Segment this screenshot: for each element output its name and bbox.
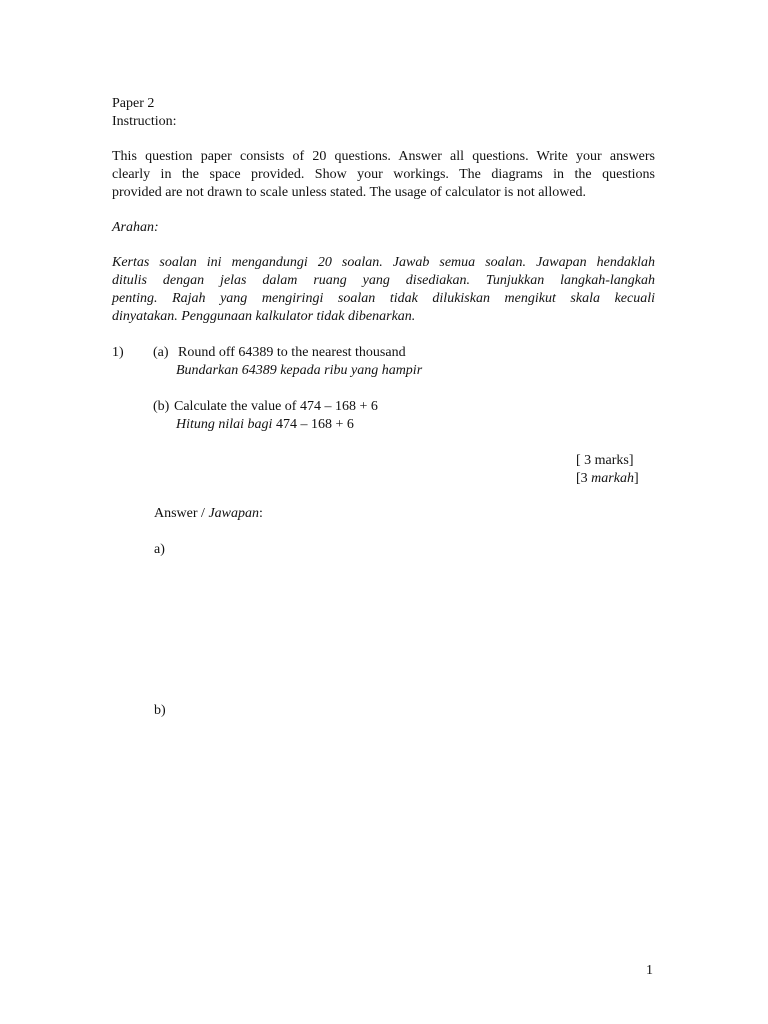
question-part-b-english: Calculate the value of 474 – 168 + 6 <box>174 399 378 414</box>
instructions-malay-line: ditulis dengan jelas dalam ruang yang disediakan. Tunjukkan langkah-langkah <box>112 273 655 288</box>
instructions-malay <box>112 254 655 326</box>
question-number: 1) <box>112 345 124 360</box>
instructions-english-line: provided are not drawn to scale unless stated. The usage of calculator is not allowed. <box>112 185 587 200</box>
answer-part-b: b) <box>154 703 166 718</box>
question-part-b-label: (b) <box>153 399 170 414</box>
marks-english: [ 3 marks] <box>576 453 634 468</box>
answer-label-colon: : <box>259 506 263 521</box>
paper-title: Paper 2 <box>112 96 155 111</box>
instructions-malay-line: penting. Rajah yang mengiringi soalan tidak dilukiskan mengikut skala kecuali <box>112 291 655 306</box>
instruction-heading: Instruction: <box>112 114 177 129</box>
marks-malay-close: ] <box>633 471 639 486</box>
arahan-heading: Arahan: <box>112 220 159 235</box>
instructions-english <box>112 148 655 202</box>
instructions-english-line: This question paper consists of 20 questions. Answer all questions. Write your answers <box>112 149 655 164</box>
answer-part-a: a) <box>154 542 165 557</box>
question-part-b-malay-text: Hitung nilai bagi <box>176 417 273 432</box>
instructions-malay-line: dinyatakan. Penggunaan kalkulator tidak dibenarkan. <box>112 309 416 324</box>
question-part-b-malay <box>176 416 354 434</box>
answer-label-malay: Jawapan <box>208 506 259 521</box>
question-part-a-english: Round off 64389 to the nearest thousand <box>178 345 406 360</box>
page-number: 1 <box>646 963 653 978</box>
question-part-a-malay: Bundarkan 64389 kepada ribu yang hampir <box>176 363 423 378</box>
marks-malay <box>576 470 639 488</box>
instructions-malay-line: Kertas soalan ini mengandungi 20 soalan. Jawab semua soalan. Jawapan hendaklah <box>112 255 655 270</box>
question-part-b-malay-expression: 474 – 168 + 6 <box>272 417 354 432</box>
answer-label <box>154 505 263 523</box>
instructions-english-line: clearly in the space provided. Show your workings. The diagrams in the questions <box>112 167 655 182</box>
marks-malay-open: [3 <box>576 471 592 486</box>
marks-malay-word: markah <box>591 471 634 486</box>
answer-label-english: Answer / <box>154 506 209 521</box>
question-part-a-label: (a) <box>153 345 169 360</box>
